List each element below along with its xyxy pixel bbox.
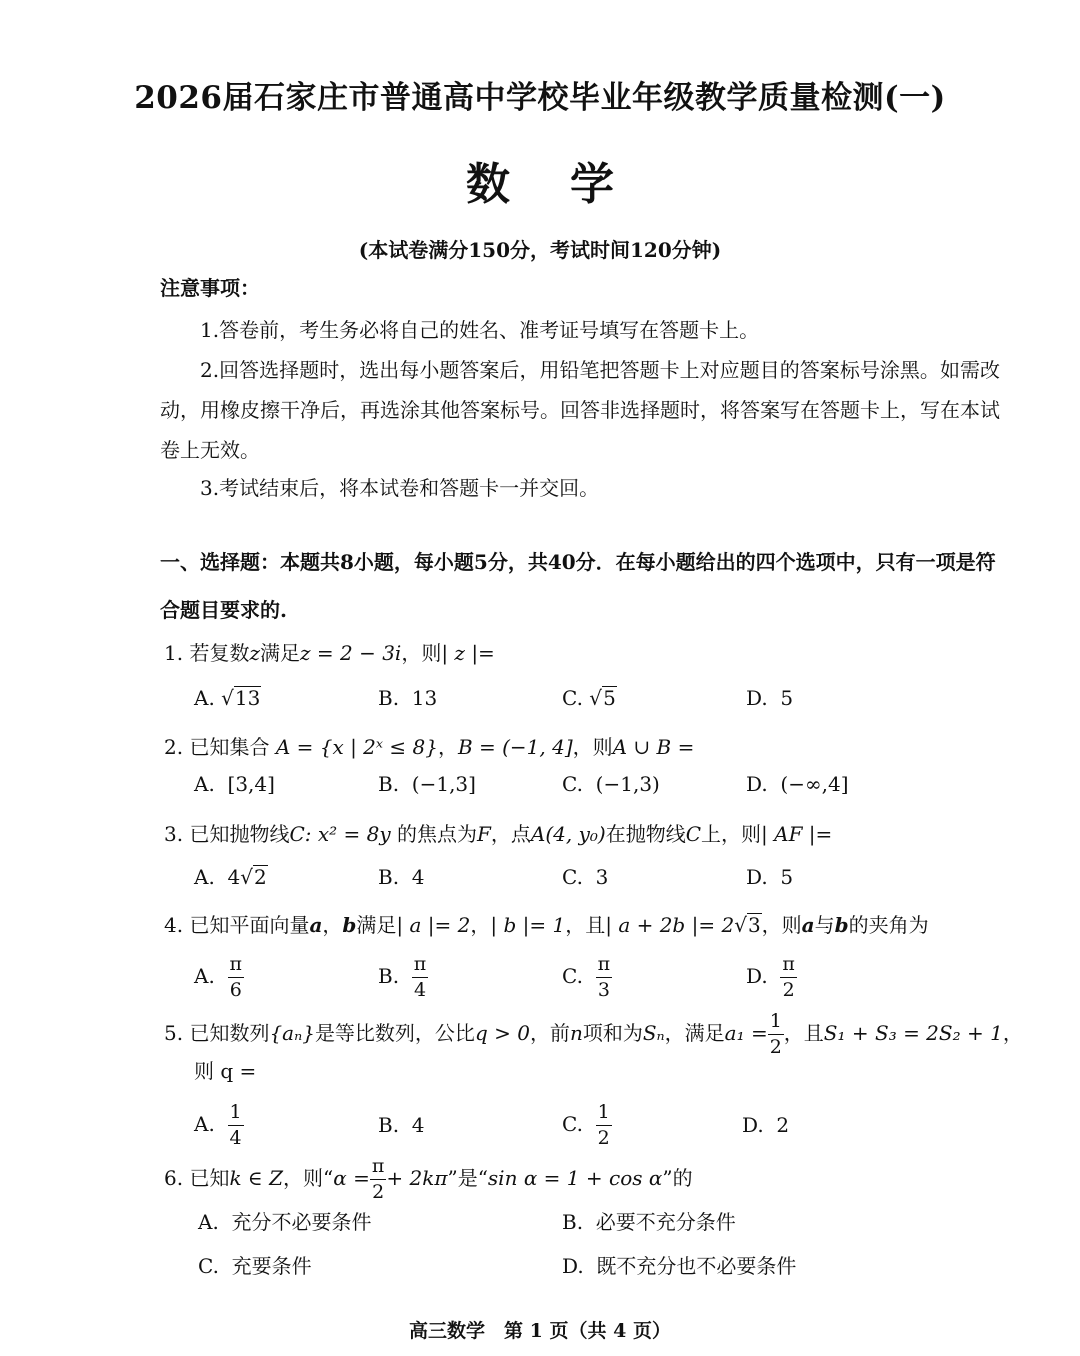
q1-text-c: ，则 [401, 641, 442, 665]
question-1 [164, 637, 495, 666]
q5-line-2: 则 q = [194, 1059, 257, 1083]
q1-option-c: C. √5 [562, 686, 616, 710]
q1-option-a: A. √13 [194, 686, 261, 710]
section-heading: 一、选择题：本题共8小题，每小题5分，共40分．在每小题给出的四个选项中，只有一项是符合题目要求的. [160, 550, 996, 622]
q4-option-c: C. $\frac{\pi}{3}$ [562, 953, 611, 1001]
q5-option-c: C. $\frac{1}{2}$ [562, 1101, 610, 1149]
q3-option-c: C. 3 [562, 865, 609, 889]
question-3: 3. 已知抛物线C: x² = 8y 的焦点为F，点A(4, y₀)在抛物线C上，则| AF |= [164, 822, 833, 846]
q1-equation: z = 2 − 3i [300, 641, 402, 665]
notice-item-3: 3.考试结束后，将本试卷和答题卡一并交回。 [200, 476, 600, 500]
q1-option-d: D. 5 [746, 686, 794, 710]
q3-option-b: B. 4 [378, 865, 425, 889]
q2-option-c: C. (−1,3) [562, 772, 660, 796]
subject-title: 数学 [466, 159, 674, 210]
q6-option-b: B. 必要不充分条件 [562, 1210, 736, 1234]
q6-option-c: C. 充要条件 [198, 1254, 312, 1278]
q4-option-a: A. $\frac{\pi}{6}$ [194, 953, 243, 1001]
q4-option-d: D. $\frac{\pi}{2}$ [746, 953, 795, 1001]
q3-option-d: D. 5 [746, 865, 794, 889]
question-5: 5. 已知数列{aₙ}是等比数列，公比q > 0，前n项和为Sₙ，满足a₁ = $\frac{1}{2}$ ，且S₁ + S₃ = 2S₂ + 1， [164, 1010, 1023, 1058]
q2-set-a: A = {x | 2ˣ ≤ 8} [275, 735, 438, 759]
q1-option-b: B. 13 [378, 686, 438, 710]
q2-option-a: A. [3,4] [194, 772, 275, 796]
page-footer: 高三数学 第 1 页（共 4 页） [409, 1320, 671, 1342]
q5-option-a: A. $\frac{1}{4}$ [194, 1101, 242, 1149]
question-number: 1. [164, 641, 184, 665]
exam-title: 2026届石家庄市普通高中学校毕业年级教学质量检测(一) [134, 80, 946, 116]
q6-option-a: A. 充分不必要条件 [198, 1210, 372, 1234]
question-6: 6. 已知k ∈ Z，则“α = $\frac{\pi}{2}$ + 2kπ”是“sin α = 1 + cos α”的 [164, 1155, 693, 1203]
q5-option-d: D. 2 [742, 1113, 790, 1137]
q2-option-b: B. (−1,3] [378, 772, 476, 796]
q1-ask: | z |= [441, 641, 495, 665]
q6-option-d: D. 既不充分也不必要条件 [562, 1254, 797, 1278]
question-4: 4. 已知平面向量a，b满足| a |= 2，| b |= 1，且| a + 2b |= 2√3，则a与b的夹角为 [164, 913, 929, 937]
notice-item-2: 2.回答选择题时，选出每小题答案后，用铅笔把答题卡上对应题目的答案标号涂黑。如需改动，用橡皮擦干净后，再选涂其他答案标号。回答非选择题时，将答案写在答题卡上，写在本试卷上无效。 [160, 358, 1000, 462]
q2-set-b: B = (−1, 4] [457, 735, 573, 759]
q1-var: z [249, 641, 260, 665]
q3-option-a: A. 4√2 [194, 865, 267, 889]
q1-text: 若复数 [189, 641, 250, 665]
notice-item-1: 1.答卷前，考生务必将自己的姓名、准考证号填写在答题卡上。 [200, 318, 760, 342]
q5-option-b: B. 4 [378, 1113, 425, 1137]
q4-option-b: B. $\frac{\pi}{4}$ [378, 953, 427, 1001]
q2-ask: A ∪ B = [612, 735, 695, 759]
exam-note: (本试卷满分150分，考试时间120分钟) [358, 238, 722, 262]
question-2: 2. 已知集合 A = {x | 2ˣ ≤ 8}，B = (−1, 4]，则A ∪ B = [164, 735, 695, 759]
q2-option-d: D. (−∞,4] [746, 772, 849, 796]
notice-title: 注意事项： [160, 276, 260, 300]
q1-text-b: 满足 [260, 641, 300, 665]
